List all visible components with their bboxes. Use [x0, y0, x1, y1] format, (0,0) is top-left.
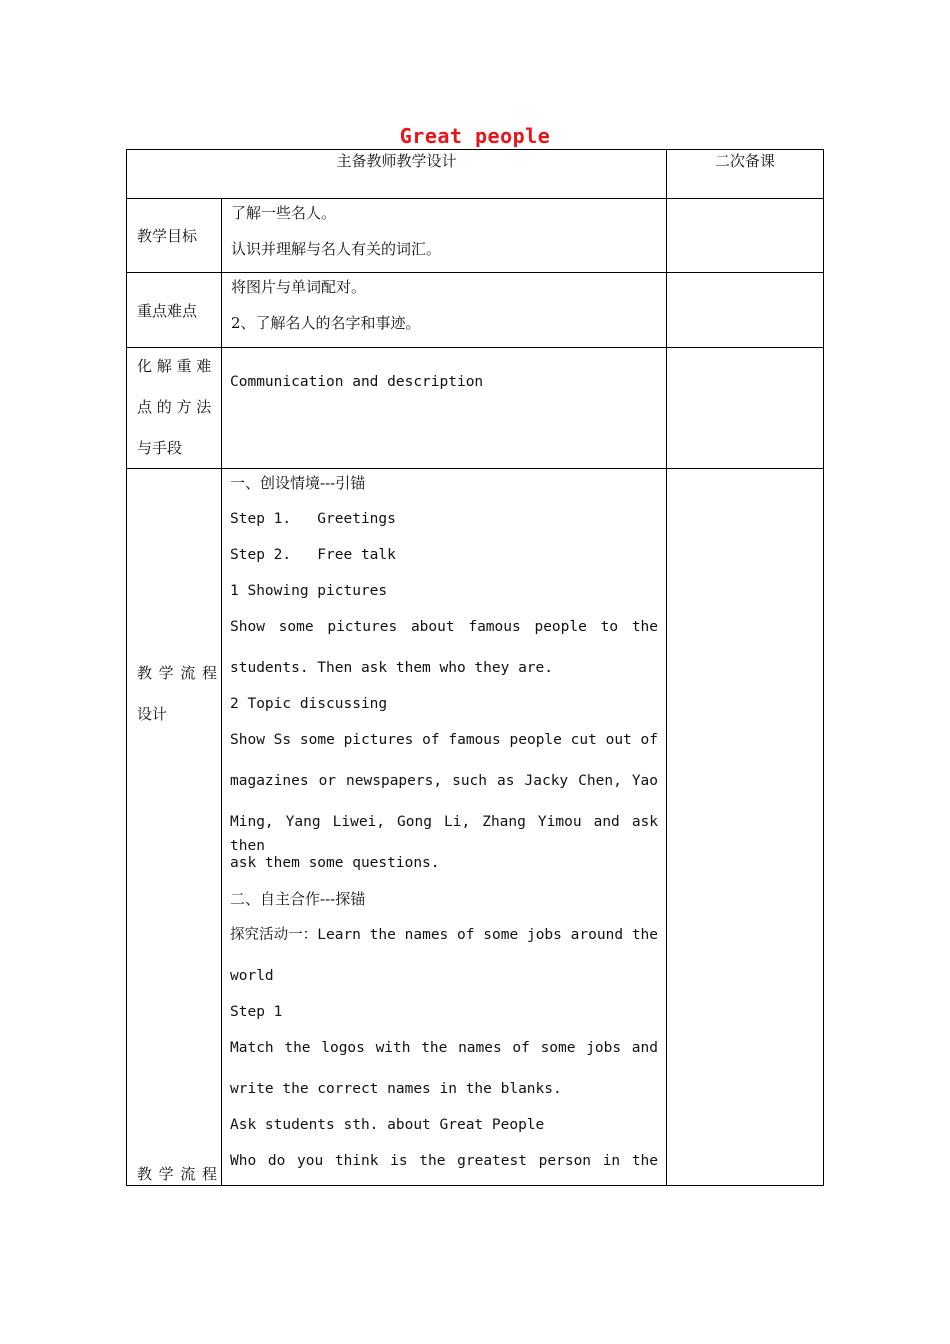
process-line: Match the logos with the names of some jobs and — [230, 1040, 659, 1056]
process-line: ask them some questions. — [230, 855, 440, 871]
process-line: 探究活动一：Learn the names of some jobs around the — [230, 927, 659, 943]
process-content — [222, 469, 667, 1186]
header-secondary: 二次备课 — [667, 150, 824, 199]
process-line: Ming, Yang Liwei, Gong Li, Zhang Yimou and ask then — [230, 814, 659, 854]
methods-label: 化 解 重 难 点 的 方 法 与手段 — [127, 348, 222, 469]
methods-content — [222, 348, 667, 469]
process-notes — [667, 469, 824, 1186]
key-points-notes — [667, 273, 824, 348]
process-label-bottom: 教学流程 — [137, 1165, 217, 1183]
key-points-label: 重点难点 — [127, 273, 222, 348]
process-line: magazines or newspapers, such as Jacky Chen, Yao — [230, 773, 659, 789]
process-line: 二、自主合作---探锚 — [230, 890, 366, 908]
key-points-row — [127, 273, 824, 348]
methods-text: Communication and description — [230, 374, 484, 390]
process-line: 2 Topic discussing — [230, 696, 388, 712]
objectives-label: 教学目标 — [127, 199, 222, 273]
process-line: 一、创设情境---引锚 — [230, 474, 366, 492]
objective-line: 了解一些名人。 — [231, 204, 337, 222]
methods-notes — [667, 348, 824, 469]
objective-line: 认识并理解与名人有关的词汇。 — [231, 240, 442, 258]
methods-row — [127, 348, 824, 469]
process-line: Who do you think is the greatest person in the — [230, 1153, 659, 1169]
document-title: Great people — [399, 124, 551, 148]
process-line: write the correct names in the blanks. — [230, 1081, 562, 1097]
process-row — [127, 469, 824, 1186]
process-line: world — [230, 968, 274, 984]
process-line: Step 2. Free talk — [230, 547, 396, 563]
process-line: students. Then ask them who they are. — [230, 660, 554, 676]
process-line: Show Ss some pictures of famous people cut out of — [230, 732, 659, 748]
process-label-line: 教学流程 — [137, 664, 217, 682]
process-label-line: 设计 — [137, 705, 168, 723]
header-main: 主备教师教学设计 — [127, 150, 667, 199]
key-point-line: 将图片与单词配对。 — [231, 278, 367, 296]
key-points-content — [222, 273, 667, 348]
process-line: Step 1. Greetings — [230, 511, 396, 527]
objectives-content — [222, 199, 667, 273]
header-row — [127, 150, 824, 199]
process-line: Step 1 — [230, 1004, 283, 1020]
process-line: 1 Showing pictures — [230, 583, 388, 599]
objectives-row — [127, 199, 824, 273]
process-line: Ask students sth. about Great People — [230, 1117, 545, 1133]
objectives-notes — [667, 199, 824, 273]
process-line: Show some pictures about famous people to the — [230, 619, 659, 635]
process-label — [127, 469, 222, 1186]
lesson-plan-table — [126, 149, 824, 1186]
key-point-line: 2、了解名人的名字和事迹。 — [231, 314, 421, 332]
